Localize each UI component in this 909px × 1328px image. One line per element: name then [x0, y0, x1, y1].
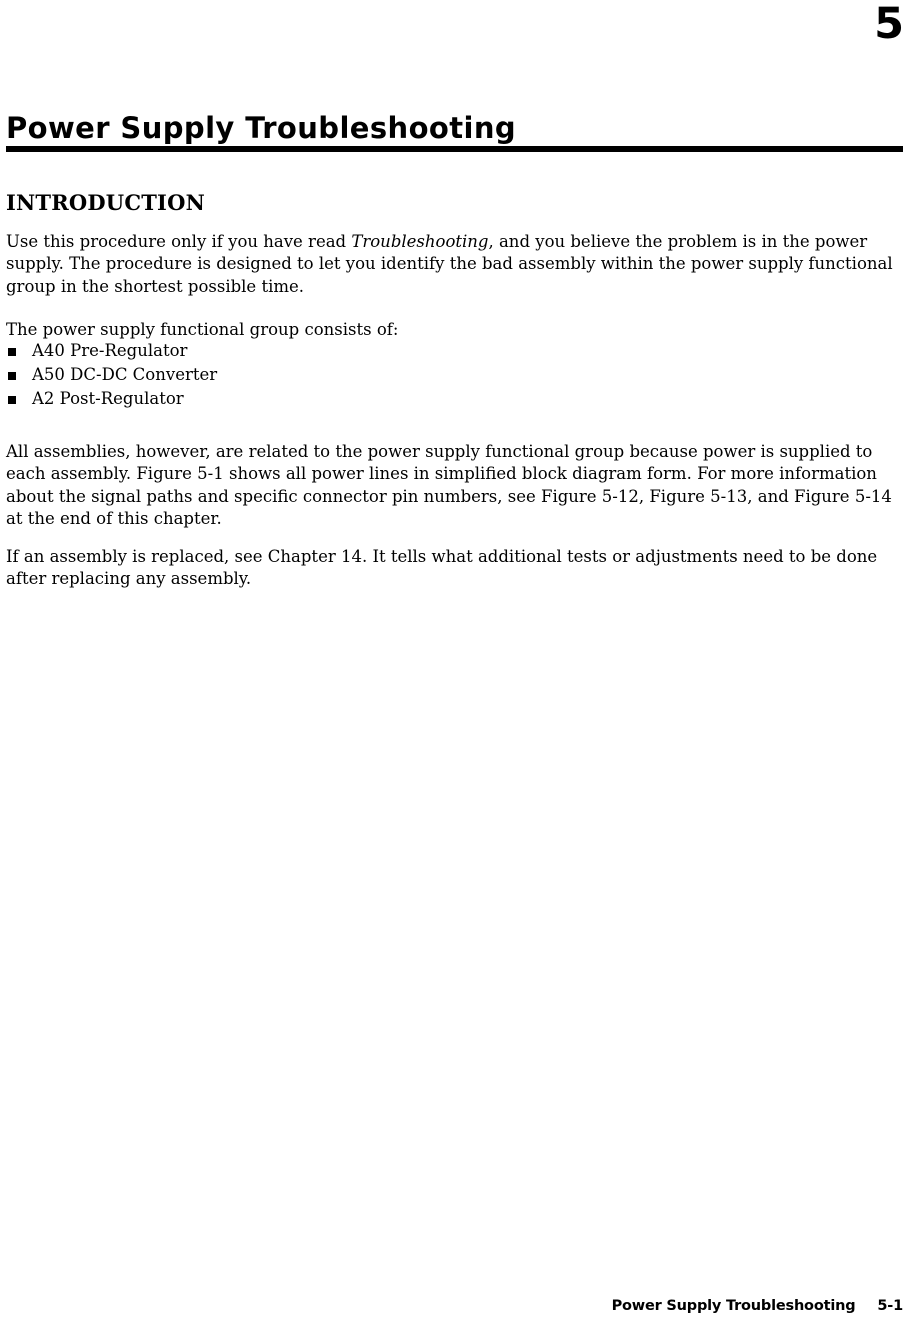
page-title: Power Supply Troubleshooting [6, 111, 517, 146]
assembly-list [6, 339, 506, 411]
footer-page-number: 5-1 [877, 1298, 903, 1314]
list-item [6, 339, 506, 363]
list-item-label: A40 Pre-Regulator [32, 341, 188, 360]
bullet-square-icon [8, 348, 16, 356]
paragraph-replacement: If an assembly is replaced, see Chapter 14. It tells what additional tests or adjustments need to be done after replacing any assembly. [6, 546, 878, 588]
list-item [6, 387, 506, 411]
paragraph-intro-part1: Use this procedure only if you have read [6, 231, 352, 251]
paragraph-intro [6, 231, 896, 299]
page-footer [612, 1298, 903, 1314]
footer-title: Power Supply Troubleshooting [611, 1298, 856, 1314]
paragraph-group-consists: The power supply functional group consists of: [6, 319, 399, 339]
list-item-label: A50 DC-DC Converter [32, 365, 218, 384]
chapter-number: 5 [874, 0, 903, 49]
bullet-square-icon [8, 372, 16, 380]
bullet-square-icon [8, 396, 16, 404]
list-item-label: A2 Post-Regulator [32, 389, 184, 408]
paragraph-assemblies: All assemblies, however, are related to the power supply functional group because power is supplied to each assembly. Figure 5-1 shows all power lines in simplified block diagram form. For more information about the signal paths and specific connector pin numbers, see Figure 5-12, Figure 5-13, and Figure 5-14 at the end of this chapter. [6, 441, 892, 528]
section-heading-introduction: INTRODUCTION [6, 190, 205, 216]
paragraph-intro-emphasis: Troubleshooting [351, 231, 489, 251]
title-divider [6, 146, 903, 152]
paragraph-intro-part2: , and you believe the problem is in the power supply. The procedure is designed to let you identify the bad assembly within the power supply functional group in the shortest possible time. [6, 231, 893, 296]
list-item [6, 363, 506, 387]
